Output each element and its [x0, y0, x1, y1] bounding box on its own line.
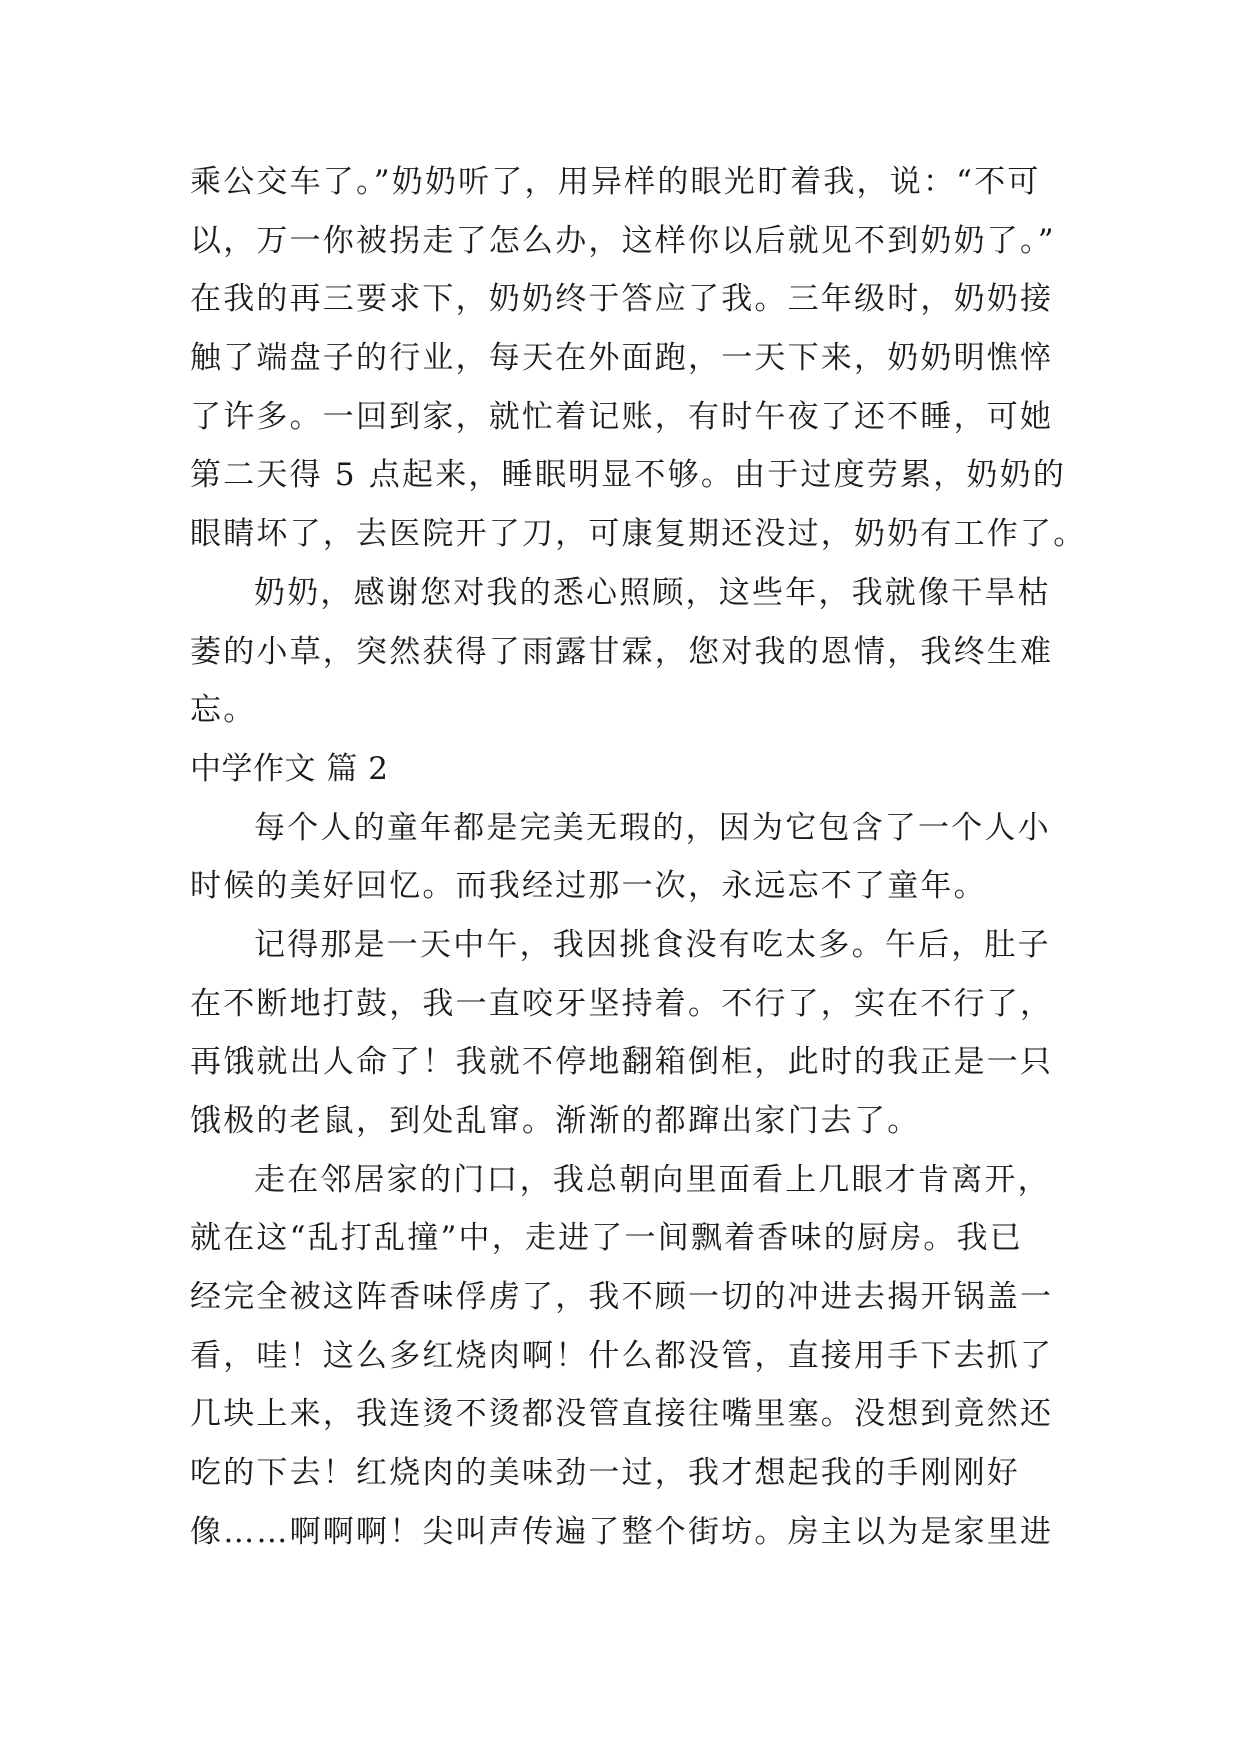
text-line: 饿极的老鼠，到处乱窜。渐渐的都蹿出家门去了。 [190, 1103, 921, 1139]
text-line: 乘公交车了。”奶奶听了，用异样的眼光盯着我，说：“不可 [190, 164, 1041, 200]
text-line: 在我的再三要求下，奶奶终于答应了我。三年级时，奶奶接 [190, 281, 1054, 318]
text-line: 眼睛坏了，去医院开了刀，可康复期还没过，奶奶有工作了。 [190, 516, 1087, 553]
text-line: 经完全被这阵香味俘虏了，我不顾一切的冲进去揭开锅盖一 [190, 1279, 1054, 1316]
text-line: 吃的下去！红烧肉的美味劲一过，我才想起我的手刚刚好 [190, 1455, 1020, 1492]
paragraph-first-line: 走在邻居家的门口，我总朝向里面看上几眼才肯离开， [254, 1161, 1051, 1198]
text-line: 像……啊啊啊！尖叫声传遍了整个街坊。房主以为是家里进 [190, 1513, 1054, 1550]
paragraph-first-line: 奶奶，感谢您对我的悉心照顾，这些年，我就像干旱枯 [254, 574, 1051, 611]
text-line: 触了端盘子的行业，每天在外面跑，一天下来，奶奶明憔悴 [190, 340, 1054, 377]
section-heading: 中学作文 篇 2 [190, 750, 389, 787]
text-line: 看，哇！这么多红烧肉啊！什么都没管，直接用手下去抓了 [190, 1337, 1054, 1374]
text-line: 了许多。一回到家，就忙着记账，有时午夜了还不睡，可她 [190, 398, 1054, 435]
paragraph-first-line: 记得那是一天中午，我因挑食没有吃太多。午后，肚子 [254, 926, 1051, 963]
text-line: 第二天得 5 点起来，睡眠明显不够。由于过度劳累，奶奶的 [190, 457, 1067, 494]
document-body [190, 153, 1087, 1562]
text-line: 就在这“乱打乱撞”中，走进了一间飘着香味的厨房。我已 [190, 1220, 1023, 1257]
text-line: 在不断地打鼓，我一直咬牙坚持着。不行了，实在不行了， [190, 985, 1054, 1022]
text-line: 萎的小草，突然获得了雨露甘霖，您对我的恩情，我终生难 [190, 633, 1054, 670]
paragraph-first-line: 每个人的童年都是完美无瑕的，因为它包含了一个人小 [254, 809, 1051, 846]
text-line: 几块上来，我连烫不烫都没管直接往嘴里塞。没想到竟然还 [190, 1396, 1054, 1433]
text-line: 忘。 [190, 692, 257, 729]
text-line: 以，万一你被拐走了怎么办，这样你以后就见不到奶奶了。” [190, 222, 1056, 259]
text-line: 再饿就出人命了！我就不停地翻箱倒柜，此时的我正是一只 [190, 1044, 1054, 1081]
text-line: 时候的美好回忆。而我经过那一次，永远忘不了童年。 [190, 868, 987, 905]
